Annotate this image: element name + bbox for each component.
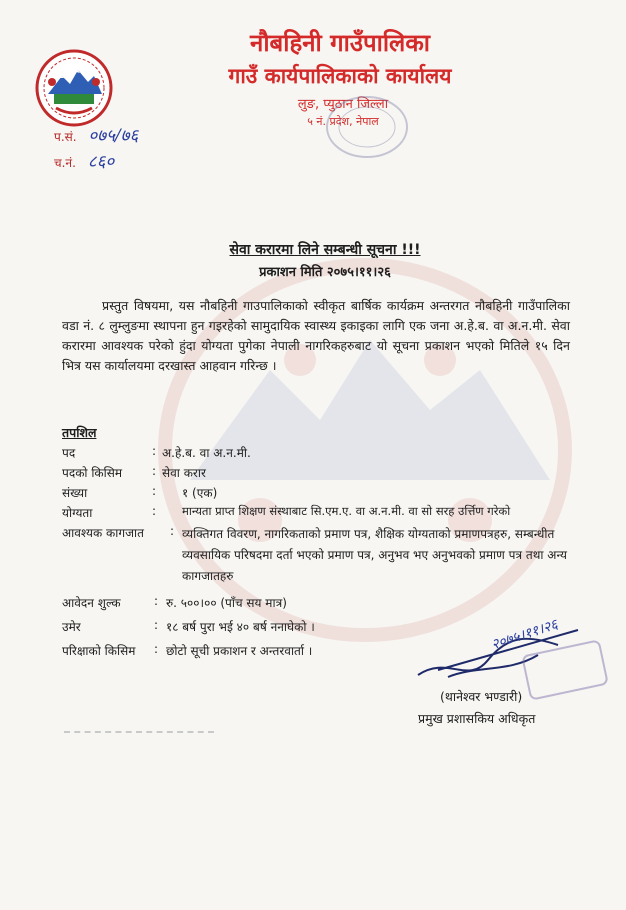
details-heading: तपशिल — [62, 425, 97, 440]
documents-label: आवश्यक कागजात — [62, 526, 144, 540]
cn-value: ८६० — [87, 152, 115, 172]
government-emblem-logo — [34, 48, 114, 128]
notice-body: प्रस्तुत विषयमा, यस नौबहिनी गाउपालिकाको स्वीकृत बार्षिक कार्यक्रम अन्तरगत नौबहिनी गाउँपालिका वडा नं. ८ लुम्लुङमा स्थापना हुन गइरहेको सामुदायिक स्वास्थ्य इकाइका लागि एक जना अ.हे.ब. वा अ.न.मी. सेवा करारमा आवश्यक परेको हुंदा योग्यता पुगेका नेपाली नागरिकहरुबाट यो सूचना प्रकाशन भएको मितिले १५ दिन भित्र यस कार्यालयमा दरखास्त आहवान गरिन्छ । — [62, 298, 570, 373]
colon: : — [152, 484, 157, 498]
detail-row-count — [62, 484, 582, 504]
post-value: अ.हे.ब. वा अ.न.मी. — [162, 446, 251, 460]
colon: : — [152, 464, 157, 478]
reference-cn — [54, 149, 114, 172]
colon: : — [170, 524, 175, 538]
exam-label: परिक्षाको किसिम — [62, 644, 136, 658]
faint-divider — [64, 731, 214, 733]
publish-date: प्रकाशन मिति २०७५।११।२६ — [259, 265, 391, 280]
notice-title: सेवा करारमा लिने सम्बन्धी सूचना !!! — [229, 242, 421, 258]
count-label: संख्या — [62, 486, 88, 500]
org-name: नौबहिनी गाउँपालिका — [250, 28, 430, 57]
signer-name: (थानेश्वर भण्डारी) — [440, 689, 523, 704]
colon: : — [154, 594, 159, 608]
colon: : — [152, 504, 157, 518]
province-line: ५ नं. प्रदेश, नेपाल — [307, 115, 379, 128]
age-value: १८ बर्ष पुरा भई ४० बर्ष ननाघेको । — [166, 620, 315, 634]
office-stamp-mark — [322, 92, 412, 162]
reference-ps — [54, 123, 138, 146]
signer-title: प्रमुख प्रशासकिय अधिकृत — [418, 711, 536, 726]
colon: : — [154, 642, 159, 656]
fee-value: रु. ५००।०० (पाँच सय मात्र) — [166, 596, 287, 610]
district-line: लुङ, प्युठान जिल्ला — [297, 97, 389, 112]
signature-stamp — [520, 640, 610, 700]
detail-row-type — [62, 464, 582, 484]
qualification-value: मान्यता प्राप्त शिक्षण संस्थाबाट सि.एम.ए. वा अ.न.मी. वा सो सरह उर्त्तिण गरेको — [182, 504, 511, 518]
cn-label: च.नं. — [54, 156, 76, 170]
detail-row-qualification — [62, 504, 582, 524]
signature-date: २०७५।११।२६ — [489, 616, 560, 654]
exam-value: छोटो सूची प्रकाशन र अन्तरवार्ता । — [166, 644, 313, 658]
type-value: सेवा करार — [162, 466, 206, 480]
ps-label: प.सं. — [54, 130, 77, 144]
detail-row-fee — [62, 594, 582, 614]
detail-row-documents — [62, 524, 582, 590]
age-label: उमेर — [62, 620, 81, 634]
colon: : — [154, 618, 159, 632]
ps-value: ०७५/७६ — [88, 126, 139, 146]
post-label: पद — [62, 446, 76, 460]
fee-label: आवेदन शुल्क — [62, 596, 121, 610]
office-name: गाउँ कार्यपालिकाको कार्यालय — [228, 63, 452, 88]
documents-value: व्यक्तिगत विवरण, नागरिकताको प्रमाण पत्र, शैक्षिक योग्यताको प्रमाणपत्रहरु, सम्बन्धीत व्यवसायिक परिषदमा दर्ता भएको प्रमाण पत्र, अनुभव भए अनुभवको प्रमाण पत्र तथा अन्य कागजातहरु — [182, 527, 567, 583]
type-label: पदको किसिम — [62, 466, 123, 480]
colon: : — [152, 444, 157, 458]
count-value: १ (एक) — [182, 486, 218, 500]
detail-row-post — [62, 444, 582, 464]
qualification-label: योग्यता — [62, 506, 93, 520]
